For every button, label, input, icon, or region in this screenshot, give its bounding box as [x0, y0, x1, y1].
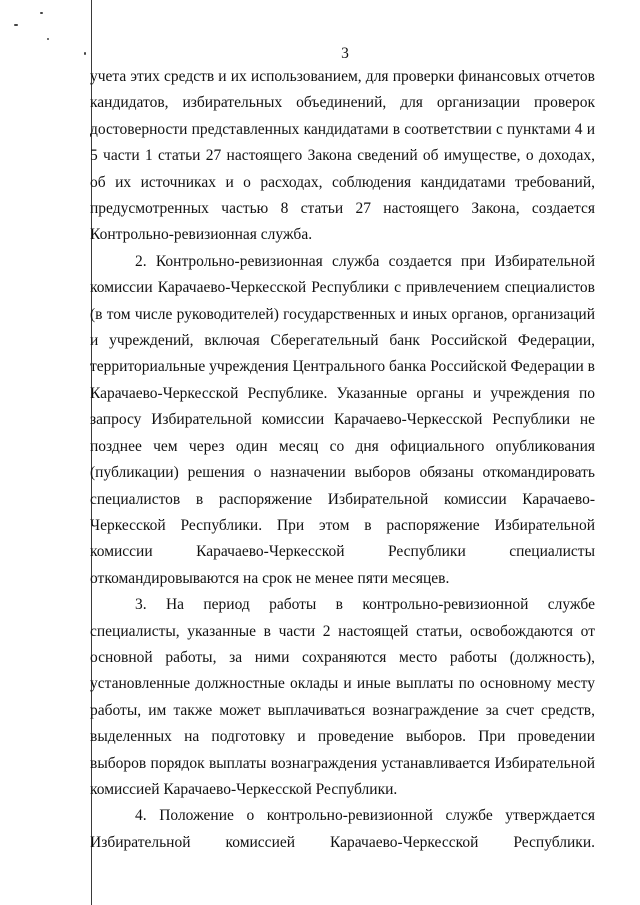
paragraph-item-4: 4. Положение о контрольно-ревизионной службе утверждается Избирательной комиссией Карачаево-Черкесской Республики.: [90, 807, 595, 851]
paragraph-item-3: 3. На период работы в контрольно-ревизионной службе специалисты, указанные в части 2 настоящей статьи, освобождаются от основной работы, за ними сохраняются место работы (должность), установленные должностные оклады и иные выплаты по основному месту работы, им также может выплачиваться вознаграждение за счет средств, выделенных на подготовку и проведение выборов. При проведении выборов порядок выплаты вознаграждения устанавливается Избирательной комиссией Карачаево-Черкесской Республики.: [90, 596, 595, 798]
scan-speck: [40, 12, 43, 14]
paragraph-item-2: 2. Контрольно-ревизионная служба создается при Избирательной комиссии Карачаево-Черкесской Республики с привлечением специалистов (в том числе руководителей) государственных и иных органов, организаций и учреждений, включая Сберегательный банк Российской Федерации, территориальные учреждения Центрального банка Российской Федерации в Карачаево-Черкесской Республике. Указанные органы и учреждения по запросу Избирательной комиссии Карачаево-Черкесской Республики не позднее чем через один месяц со дня официального опубликования (публикации) решения о назначении выборов обязаны откомандировать специалистов в распоряжение Избирательной комиссии Карачаево-Черкесской Республики. При этом в распоряжение Избирательной комиссии Карачаево-Черкесской Республики специалисты откомандировываются на срок не менее пяти месяцев.: [90, 252, 595, 587]
document-body: [90, 64, 595, 856]
scan-speck: [47, 38, 49, 40]
scan-speck: [14, 24, 18, 26]
page-number: 3: [341, 45, 349, 62]
paragraph-continuation: учета этих средств и их использованием, для проверки финансовых отчетов кандидатов, избирательных объединений, для организации проверок достоверности представленных кандидатами в соответствии с пунктами 4 и 5 части 1 статьи 27 настоящего Закона сведений об имуществе, о доходах, об их источниках и о расходах, соблюдения кандидатами требований, предусмотренных частью 8 статьи 27 настоящего Закона, создается Контрольно-ревизионная служба.: [90, 68, 595, 244]
